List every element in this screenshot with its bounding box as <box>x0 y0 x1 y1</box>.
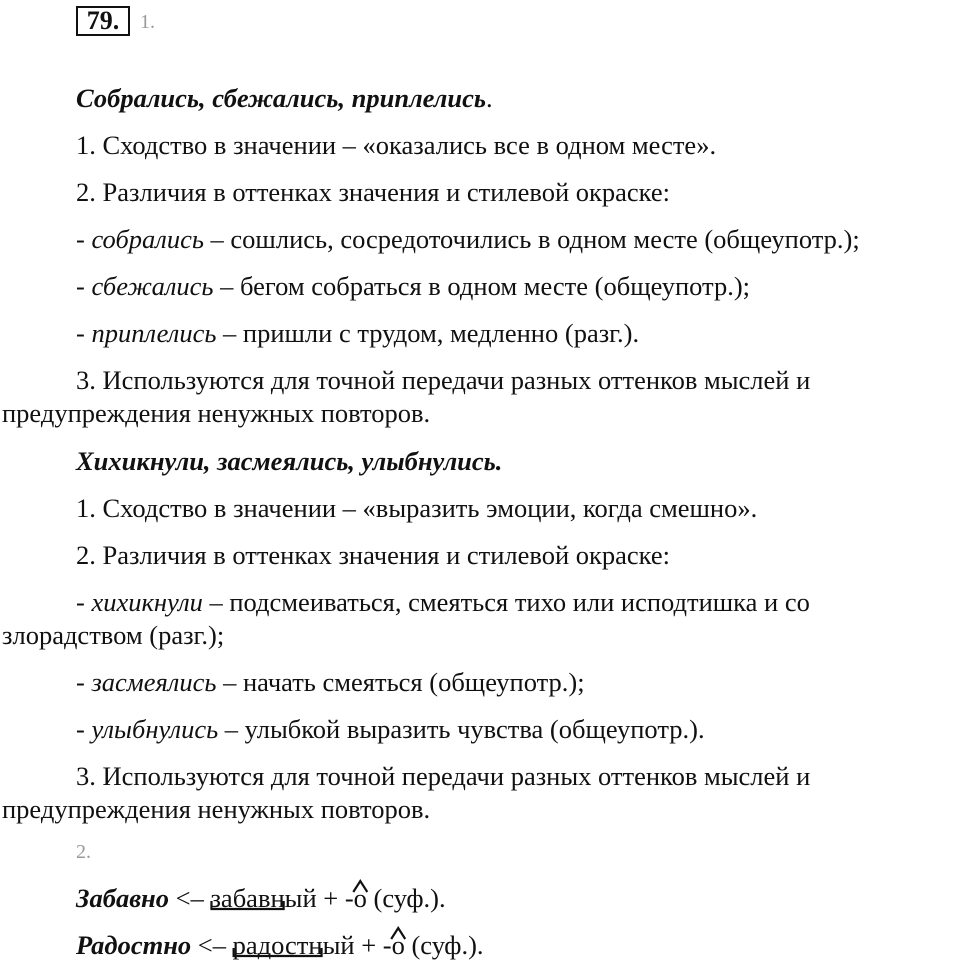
item-dash: - <box>76 667 92 697</box>
derivation-plus: + - <box>316 883 354 913</box>
derivation-note: (суф.). <box>404 930 484 960</box>
derived-word: Радостно <box>76 930 192 960</box>
derivation-row <box>76 882 446 914</box>
group1-title: Собрались, сбежались, приплелись <box>76 83 486 113</box>
derivation-note: (суф.). <box>366 883 446 913</box>
group2-differences-intro: 2. Различия в оттенках значения и стилевой окраске: <box>76 540 671 570</box>
group2-item <box>76 666 585 698</box>
group1-usage-line1: 3. Используются для точной передачи разных оттенков мыслей и <box>76 365 811 395</box>
item-definition: – сошлись, сосредоточились в одном месте (общеупотр.); <box>203 224 860 254</box>
item-word: хихикнули <box>91 587 203 617</box>
group2-title: Хихикнули, засмеялись, улыбнулись. <box>76 446 503 476</box>
item-definition: – улыбкой выразить чувства (общеупотр.). <box>218 714 705 744</box>
word-stem: забавн <box>210 883 285 913</box>
item-word: засмеялись <box>91 667 217 697</box>
item-word: сбежались <box>91 271 214 301</box>
group1-usage-line2: предупреждения ненужных повторов. <box>2 398 431 428</box>
word-ending: ый <box>284 883 317 913</box>
item-definition: – начать смеяться (общеупотр.); <box>216 667 585 697</box>
group2-item-continuation: злорадством (разг.); <box>2 620 225 650</box>
group2-item <box>76 713 705 745</box>
item-word: приплелись <box>91 318 217 348</box>
item-definition: – пришли с трудом, медленно (разг.). <box>216 318 640 348</box>
group1-title-line <box>76 82 493 114</box>
group2-usage-line1: 3. Используются для точной передачи разных оттенков мыслей и <box>76 761 811 791</box>
item-dash: - <box>76 587 92 617</box>
group2-item <box>76 586 810 618</box>
item-word: улыбнулись <box>91 714 219 744</box>
suffix-letter: о <box>353 883 367 913</box>
item-word: собрались <box>91 224 204 254</box>
item-dash: - <box>76 271 92 301</box>
derivation-arrow: <– <box>169 883 211 913</box>
group1-title-end: . <box>486 83 493 113</box>
item-definition: – бегом собраться в одном месте (общеупотр.); <box>213 271 751 301</box>
derivation-row <box>76 929 484 961</box>
group1-item <box>76 317 639 349</box>
group2-usage-line2: предупреждения ненужных повторов. <box>2 794 431 824</box>
group2-similarity: 1. Сходство в значении – «выразить эмоции, когда смешно». <box>76 493 758 523</box>
item-definition: – подсмеиваться, смеяться тихо или исподтишка и со <box>202 587 810 617</box>
group1-item <box>76 270 750 302</box>
group1-differences-intro: 2. Различия в оттенках значения и стилевой окраске: <box>76 177 671 207</box>
item-dash: - <box>76 224 92 254</box>
suffix-letter: о <box>391 930 405 960</box>
derivation-plus: + - <box>354 930 392 960</box>
part-label-2: 2. <box>76 841 91 863</box>
group1-item <box>76 223 860 255</box>
exercise-number: 79. <box>76 6 130 36</box>
word-stem: радостн <box>232 930 323 960</box>
word-ending: ый <box>322 930 355 960</box>
item-dash: - <box>76 318 92 348</box>
item-dash: - <box>76 714 92 744</box>
derived-word: Забавно <box>76 883 170 913</box>
group1-similarity: 1. Сходство в значении – «оказались все в одном месте». <box>76 130 717 160</box>
derivation-arrow: <– <box>191 930 233 960</box>
part-label-1: 1. <box>140 11 155 33</box>
